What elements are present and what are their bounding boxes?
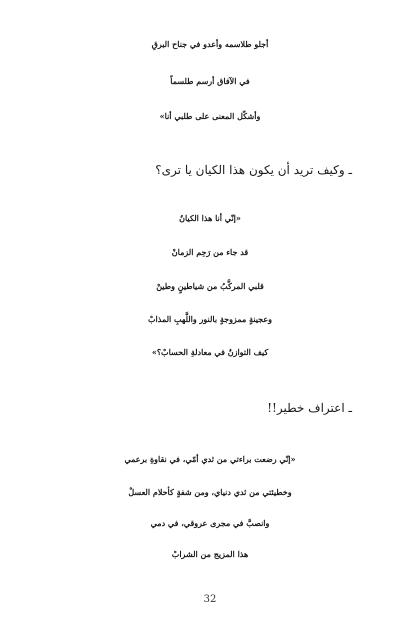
stanza3-line1: «إنّي رضعت براءتي من ثدي أمّي، في نقاوةِ برعمي (124, 454, 296, 464)
stanza2-line2: قد جاء من رَحِم الزمانْ (171, 247, 249, 257)
stanza1-line1: أجلو طلاسمه وأعدو في جناح البرقِ (151, 39, 269, 49)
stanza2-line1: «إنّي أنا هذا الكيانُ (179, 213, 241, 223)
stanza3-line3: وانصبَّ في مجرى عروقي، في دمي (150, 518, 270, 528)
stanza3-line2: وخطيئتي من ثدي دنياي، ومن شفةٍ كأحلام العسلْ (128, 487, 292, 497)
narration-confession: ـ اعتراف خطير!! (267, 401, 352, 415)
stanza2-line3: قلبي المركَّبُ من شياطينٍ وطينْ (156, 281, 264, 291)
stanza2-line4: وعجينةٍ ممزوجةٍ بالنور واللَّهبِ المذابْ (148, 314, 272, 324)
narration-question: ـ وكيف تريد أن يكون هذا الكيان يا ترى؟ (155, 163, 352, 177)
stanza2-line5: كيف التوازنُ في معادلةِ الحسابْ؟» (151, 347, 269, 357)
stanza1-line3: وأشكّل المعنى على طلبي أنا» (159, 111, 261, 121)
stanza1-line2: في الآفاق أرسم طلسماً (170, 76, 250, 86)
page-number: 32 (203, 594, 217, 605)
stanza3-line4: هذا المزيج من الشرابْ (171, 549, 249, 559)
